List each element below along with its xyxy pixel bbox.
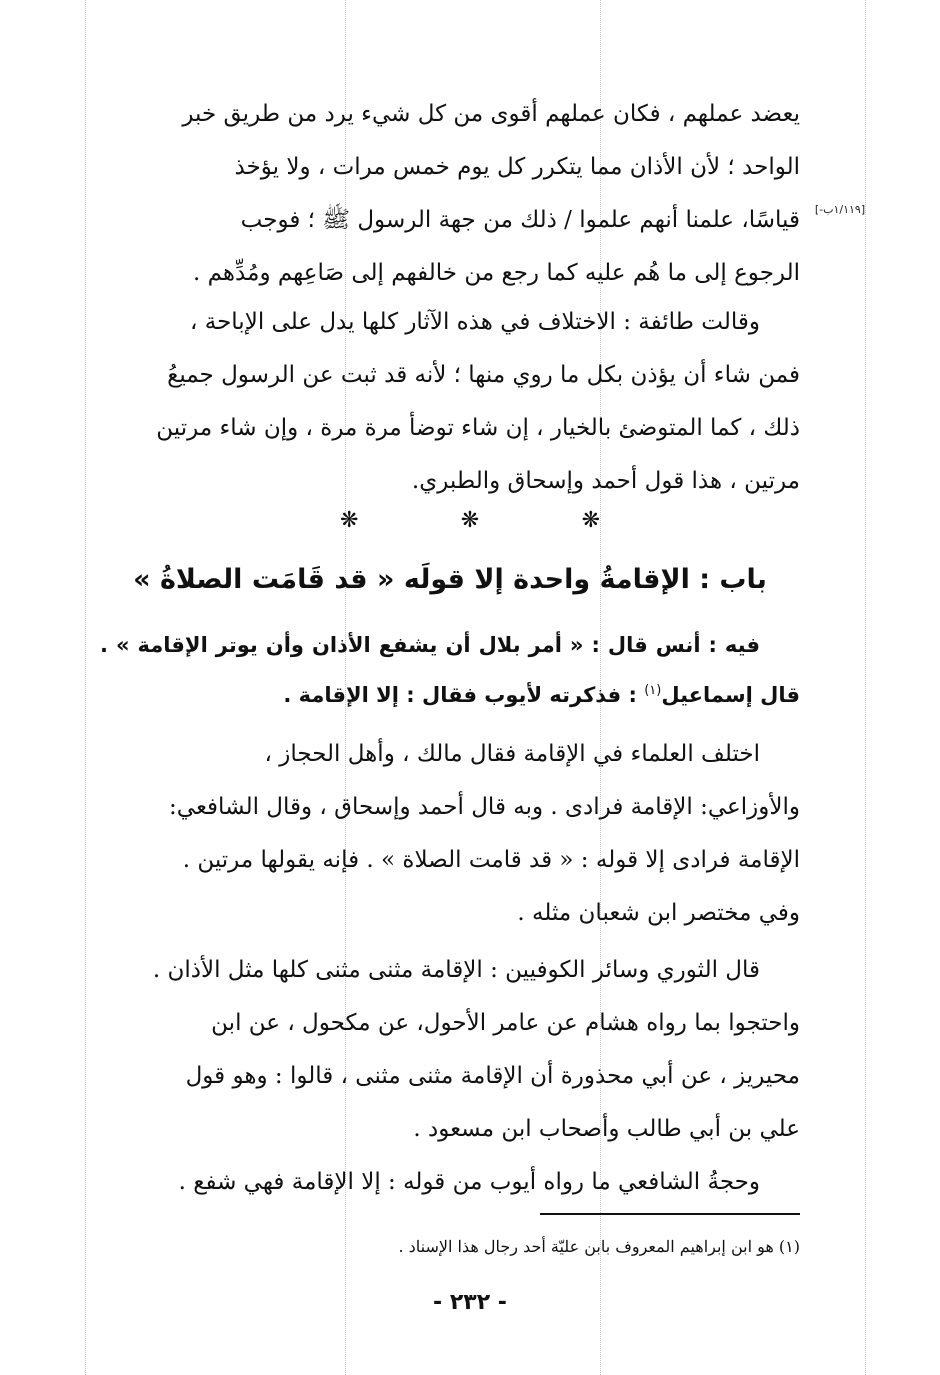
- hadith-text: [100, 622, 800, 718]
- separator-star-icon: ❋: [340, 508, 359, 533]
- text-line: قال الثوري وسائر الكوفيين : الإقامة مثنى مثنى كلها مثل الأذان .: [152, 957, 760, 983]
- paragraph-permissibility-opinion: [100, 296, 800, 508]
- footnote: (١) هو ابن إبراهيم المعروف بابن عليّة أحد رجال هذا الإسناد .: [398, 1237, 800, 1256]
- page-number: - ٢٣٢ -: [433, 1290, 507, 1315]
- text-line: وحجةُ الشافعي ما رواه أيوب من قوله : إلا الإقامة فهي شفع .: [178, 1169, 760, 1195]
- text-line: ذلك ، كما المتوضئ بالخيار ، إن شاء توضأ مرة مرة ، وإن شاء مرتين: [156, 415, 800, 441]
- footnote-divider: [540, 1213, 800, 1215]
- manuscript-folio-note: [١/١١٩ب-]: [814, 203, 866, 216]
- text-line: الإقامة فرادى إلا قوله : « قد قامت الصلاة » . فإنه يقولها مرتين .: [182, 847, 800, 873]
- chapter-title: باب : الإقامةُ واحدة إلا قولَه « قد قَامَت الصلاةُ »: [133, 564, 767, 595]
- text-line: قياسًا، علمنا أنهم علموا / ذلك من جهة الرسول ﷺ ؛ فوجب: [240, 207, 800, 233]
- text-line: والأوزاعي: الإقامة فرادى . وبه قال أحمد وإسحاق ، وقال الشافعي:: [169, 794, 800, 820]
- paragraph-shafii-argument: [100, 1156, 800, 1209]
- section-separator: [340, 508, 600, 533]
- text-line: واحتجوا بما رواه هشام عن عامر الأحول، عن مكحول ، عن ابن: [211, 1010, 800, 1036]
- hadith-text-end: : فذكرته لأيوب فقال : إلا الإقامة .: [283, 683, 645, 707]
- text-line: محيريز ، عن أبي محذورة أن الإقامة مثنى مثنى ، قالوا : وهو قول: [185, 1063, 800, 1089]
- paragraph-scholars-disagreement: [100, 728, 800, 940]
- text-line: علي بن أبي طالب وأصحاب ابن مسعود .: [413, 1116, 800, 1142]
- margin-guide-left: [85, 0, 86, 1375]
- text-line: يعضد عملهم ، فكان عملهم أقوى من كل شيء يرد من طريق خبر: [182, 101, 800, 127]
- hadith-text-main: فيه : أنس قال : « أمر بلال أن يشفع الأذان وأن يوتر الإقامة » . قال إسماعيل: [100, 633, 800, 707]
- text-line: وقالت طائفة : الاختلاف في هذه الآثار كلها يدل على الإباحة ،: [190, 309, 760, 335]
- text-line: الرجوع إلى ما هُم عليه كما رجع من خالفهم إلى صَاعِهم ومُدِّهم .: [193, 260, 800, 286]
- text-line: مرتين ، هذا قول أحمد وإسحاق والطبري.: [411, 468, 800, 494]
- text-line: فمن شاء أن يؤذن بكل ما روي منها ؛ لأنه قد ثبت عن الرسول جميعُ: [167, 362, 800, 388]
- footnote-reference: (١): [644, 683, 662, 698]
- paragraph-madinah-practice: [100, 88, 800, 300]
- text-line: الواحد ؛ لأن الأذان مما يتكرر كل يوم خمس مرات ، ولا يؤخذ: [234, 154, 800, 180]
- text-line: وفي مختصر ابن شعبان مثله .: [517, 900, 800, 926]
- paragraph-kufan-opinion: [100, 944, 800, 1156]
- text-line: اختلف العلماء في الإقامة فقال مالك ، وأهل الحجاز ،: [264, 741, 760, 767]
- separator-star-icon: ❋: [460, 508, 480, 533]
- separator-star-icon: ❋: [581, 508, 600, 533]
